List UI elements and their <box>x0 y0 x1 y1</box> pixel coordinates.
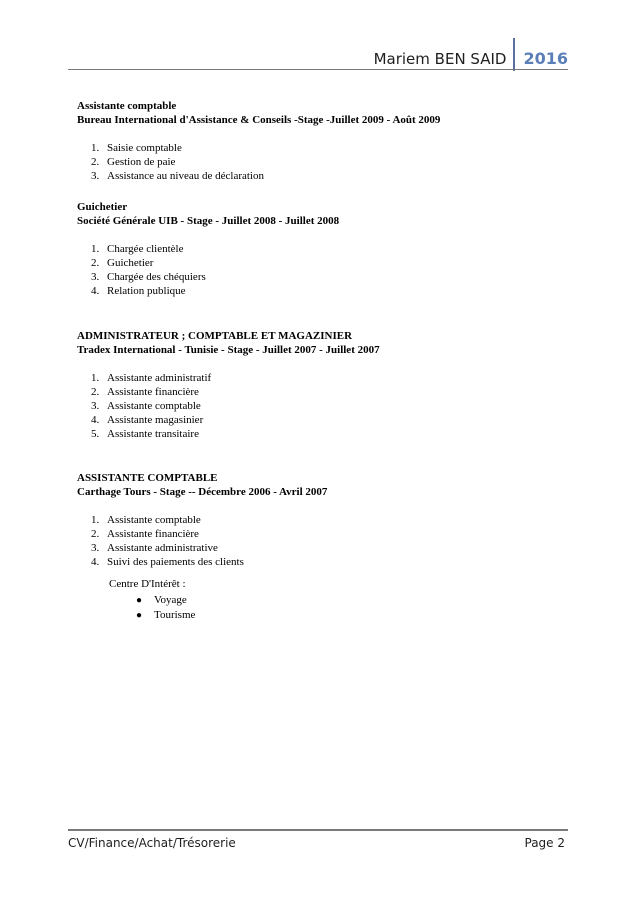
job-entry <box>77 471 577 569</box>
task-list <box>77 513 577 569</box>
interests-section <box>109 577 577 623</box>
list-item: 3. Assistance au niveau de déclaration <box>91 170 264 182</box>
header-author-name: Mariem BEN SAID <box>373 50 507 68</box>
cv-content <box>77 99 577 623</box>
job-organization: Bureau International d'Assistance & Conseils -Stage -Juillet 2009 - Août 2009 <box>77 114 441 126</box>
list-item: 5. Assistante transitaire <box>91 428 199 440</box>
task-list <box>77 371 577 441</box>
list-item: 3. Assistante administrative <box>91 542 218 554</box>
list-item: 2. Gestion de paie <box>91 156 176 168</box>
job-title: Assistante comptable <box>77 100 177 112</box>
list-item: 1. Chargée clientèle <box>91 243 184 255</box>
list-item: ● Tourisme <box>136 609 196 621</box>
job-organization: Carthage Tours - Stage -- Décembre 2006 - Avril 2007 <box>77 486 328 498</box>
job-entry <box>77 329 577 441</box>
list-item: 4. Suivi des paiements des clients <box>91 556 244 568</box>
list-item: 4. Assistante magasinier <box>91 414 204 426</box>
interests-list <box>109 593 577 623</box>
list-item: 2. Assistante financière <box>91 386 199 398</box>
task-list <box>77 242 577 298</box>
header-year: 2016 <box>523 49 568 68</box>
page-number: Page 2 <box>524 836 565 850</box>
list-item: 1. Saisie comptable <box>91 142 182 154</box>
job-title: ADMINISTRATEUR ; COMPTABLE ET MAGAZINIER <box>77 330 353 342</box>
list-item: 1. Assistante comptable <box>91 514 201 526</box>
header-rule <box>68 69 568 70</box>
list-item: ● Voyage <box>136 594 187 606</box>
job-organization: Tradex International - Tunisie - Stage - Juillet 2007 - Juillet 2007 <box>77 344 380 356</box>
list-item: 2. Assistante financière <box>91 528 199 540</box>
page-footer <box>68 836 565 850</box>
list-item: 2. Guichetier <box>91 257 154 269</box>
job-organization: Société Générale UIB - Stage - Juillet 2008 - Juillet 2008 <box>77 215 340 227</box>
list-item: 1. Assistante administratif <box>91 372 212 384</box>
page-header <box>0 38 568 71</box>
list-item: 3. Chargée des chéquiers <box>91 271 206 283</box>
bullet-icon: ● <box>136 610 143 621</box>
job-entry <box>77 200 577 298</box>
job-entry <box>77 99 577 183</box>
list-item: 3. Assistante comptable <box>91 400 201 412</box>
footer-rule <box>68 829 568 831</box>
list-item: 4. Relation publique <box>91 285 186 297</box>
interests-label: Centre D'Intérêt : <box>109 578 186 590</box>
footer-category: CV/Finance/Achat/Trésorerie <box>68 836 236 850</box>
task-list <box>77 141 577 183</box>
job-title: Guichetier <box>77 201 128 213</box>
job-title: ASSISTANTE COMPTABLE <box>77 472 218 484</box>
bullet-icon: ● <box>136 595 143 606</box>
